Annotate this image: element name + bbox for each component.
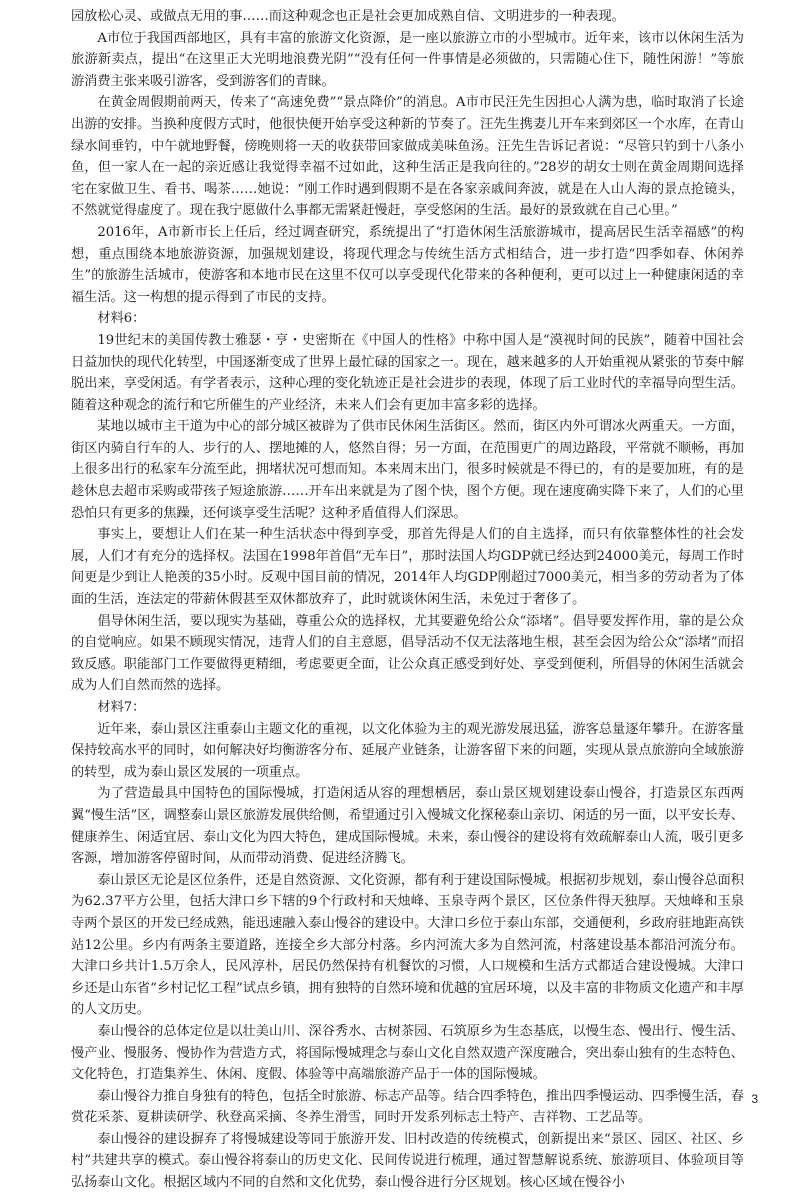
material-7-heading: 材料7： <box>97 700 146 715</box>
paragraph-smith-quote: 19世纪末的美国传教士雅瑟・亨・史密斯在《中国人的性格》中称中国人是“漠视时间的民族”，随着中国社会日益加快的现代化转型，中国逐渐变成了世界上最忙碌的国家之一。现在，越来越多的人开始重视从紧张的节奏中解脱出来，享受闲适。有学者表示，这种心理的变化轨迹正是社会进步的表现，体现了后工业时代的幸福导向型生活。随着这种观念的流行和它所催生的产业经济，未来人们会有更加丰富多彩的选择。 <box>71 332 744 413</box>
paragraph-france-comparison: 事实上，要想让人们在某一种生活状态中得到享受，那首先得是人们的自主选择，而只有依靠整体性的社会发展，人们才有充分的选择权。法国在1998年首倡“无车日”，那时法国人均GDP就已经达到24000美元，每周工作时间更是少到让人艳羡的35小时。反观中国目前的情况，2014年人均GDP刚超过7000美元，相当多的劳动者为了体面的生活，连法定的带薪休假甚至双休都放弃了，此时就谈休闲生活，未免过于奢侈了。 <box>71 527 744 608</box>
paragraph-positioning: 泰山慢谷的总体定位是以壮美山川、深谷秀水、古树茶园、石筑原乡为生态基底，以慢生态、慢出行、慢生活、慢产业、慢服务、慢协作为营造方式，将国际慢城理念与泰山文化自然双遗产深度融合，突出泰山独有的生态特色、文化特色，打造集养生、休闲、度假、体验等中高端旅游产品于一体的国际慢城。 <box>71 1023 744 1083</box>
paragraph-leisure-street: 某地以城市主干道为中心的部分城区被辟为了供市民休闲生活街区。然而，街区内外可谓冰火两重天。一方面，街区内骑自行车的人、步行的人、摆地摊的人，悠然自得；另一方面，在范围更广的周边路段，平常就不顺畅，再加上很多出行的私家车分流至此，拥堵状况可想而知。本来周末出门，很多时候就是不得已的，有的是要加班，有的是趁休息去超市采购或带孩子短途旅游……开车出来就是为了图个快，图个方便。现在速度确实降下来了，人们的心里恐怕只有更多的焦躁，还何谈享受生活呢？这种矛盾值得人们深思。 <box>71 419 744 521</box>
paragraph-location: 泰山景区无论是区位条件，还是自然资源、文化资源，都有利于建设国际慢城。根据初步规划，泰山慢谷总面积为62.37平方公里，包括大津口乡下辖的9个行政村和天烛峰、玉泉寺两个景区，区位条件得天独厚。天烛峰和玉泉寺两个景区的开发已经成熟，能迅速融入泰山慢谷的建设中。大津口乡位于泰山东部，交通便利，乡政府驻地距高铁站12公里。乡内有两条主要道路，连接全乡大部分村落。乡内河流大多为自然河流，村落建设基本都沿河流分布。大津口乡共计1.5万余人，民风淳朴，居民仍然保持有机餐饮的习惯，人口规模和生活方式都适合建设慢城。大津口乡还是山东省“乡村记忆工程”试点乡镇，拥有独特的自然环境和优越的宜居环境，以及丰富的非物质文化遗产和丰厚的人文历史。 <box>71 872 744 1018</box>
paragraph-golden-week: 在黄金周假期前两天，传来了“高速免费”“景点降价”的消息。A市市民汪先生因担心人满为患，临时取消了长途出游的安排。当换种度假方式时，他很快便开始享受这种新的节奏了。汪先生携妻儿开车来到郊区一个水库，在青山绿水间垂钓，中午就地野餐，傍晚则将一天的收获带回家做成美味鱼汤。汪先生告诉记者说：“尽管只钓到十八条小鱼，但一家人在一起的亲近感让我觉得幸福不过如此，这种生活正是我向往的。”28岁的胡女士则在黄金周期间选择宅在家做卫生、看书、喝茶……她说：“刚工作时遇到假期不是在各家亲戚间奔波，就是在人山人海的景点抢镜头，不然就觉得虚度了。现在我宁愿做什么事都无需紧赶慢赶，享受悠闲的生活。最好的景致就在自己心里。” <box>71 95 744 219</box>
paragraph-construction-model: 泰山慢谷的建设摒弃了将慢城建设等同于旅游开发、旧村改造的传统模式，创新提出来“景区、园区、社区、乡村”共建共享的模式。泰山慢谷将泰山的历史文化、民间传说进行梳理，通过智慧解说系统、旅游项目、体验项目等弘扬泰山文化。根据区域内不同的自然和文化优势，泰山慢谷进行分区规划。核心区域在慢谷小 <box>71 1131 744 1191</box>
paragraph-features: 泰山慢谷力推自身独有的特色，包括全时旅游、标志产品等。结合四季特色，推出四季慢运动、四季慢生活，春赏花采茶、夏耕读研学、秋登高采摘、冬养生滑雪，同时开发系列标志土特产、吉祥物、工艺品等。 <box>71 1088 744 1126</box>
paragraph-slow-city-plan: 为了营造最具中国特色的国际慢城，打造闲适从容的理想栖居，泰山景区规划建设泰山慢谷，打造景区东西两翼“慢生活”区，调整泰山景区旅游发展供给侧，希望通过引入慢城文化探秘泰山亲切、闲适的另一面，以平安长寿、健康养生、闲适宜居、泰山文化为四大特色，建成国际慢城。未来，泰山慢谷的建设将有效疏解泰山人流，吸引更多客源，增加游客停留时间，从而带动消费、促进经济腾飞。 <box>71 786 744 867</box>
page-number: 3 <box>751 1092 758 1106</box>
paragraph-advocacy: 倡导休闲生活，要以现实为基础，尊重公众的选择权，尤其要避免给公众“添堵”。倡导要发挥作用，靠的是公众的自觉响应。如果不顾现实情况，违背人们的自主意愿，倡导活动不仅无法落地生根，甚至会因为给公众“添堵”而招致反感。职能部门工作要做得更精细，考虑要更全面，让公众真正感受到好处、享受到便利，所倡导的休闲生活就会成为人们自然而然的选择。 <box>71 613 744 694</box>
paragraph-a-city-intro: A市位于我国西部地区，具有丰富的旅游文化资源，是一座以旅游立市的小型城市。近年来，该市以休闲生活为旅游新卖点，提出“在这里正大光明地浪费光阴”“没有任何一件事情是必须做的，只需随心住下，随性闲游！”等旅游消费主张来吸引游客，受到游客们的青睐。 <box>71 30 744 89</box>
paragraph-new-mayor: 2016年，A市新市长上任后，经过调查研究，系统提出了“打造休闲生活旅游城市，提高居民生活幸福感”的构想，重点围绕本地旅游资源，加强规划建设，将现代理念与传统生活方式相结合，进一步打造“四季如春、休闲养生”的旅游生活城市，使游客和本地市民在这里不仅可以享受现代化带来的各种便利，更可以过上一种健康闲适的幸福生活。这一构想的提示得到了市民的支持。 <box>71 224 744 305</box>
material-6-heading: 材料6： <box>97 311 146 327</box>
paragraph-taishan-intro: 近年来，泰山景区注重泰山主题文化的重视，以文化体验为主的观光游发展迅猛，游客总量逐年攀升。在游客量保持较高水平的同时，如何解决好均衡游客分布、延展产业链条，让游客留下来的问题，实现从景点旅游向全域旅游的转型，成为泰山景区发展的一项重点。 <box>71 721 744 780</box>
paragraph-continued: 园放松心灵、或做点无用的事……而这种观念也正是社会更加成熟自信、文明进步的一种表现。 <box>71 9 625 24</box>
